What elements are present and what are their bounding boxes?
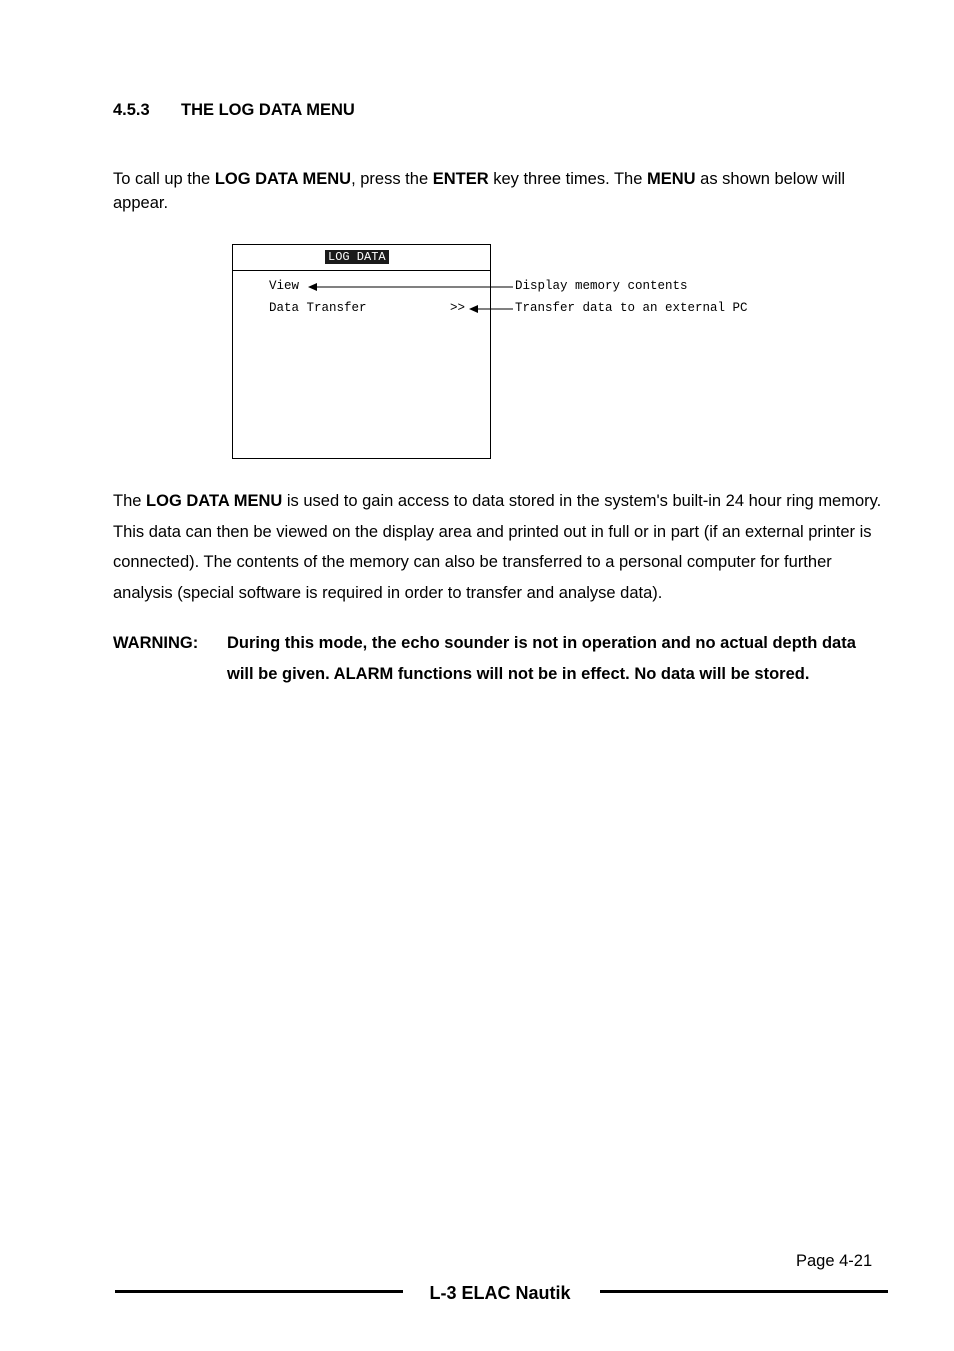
section-title: THE LOG DATA MENU bbox=[181, 101, 355, 119]
callout-arrows bbox=[0, 0, 954, 400]
intro-text: as shown below will appear. bbox=[113, 170, 846, 212]
menu-item-data-transfer: Data Transfer bbox=[269, 301, 367, 315]
description-paragraph bbox=[113, 486, 883, 609]
intro-bold-menu: MENU bbox=[646, 170, 696, 188]
callout-arrow-view bbox=[308, 283, 513, 291]
menu-item-view: View bbox=[269, 279, 300, 293]
body-bold-menu-name: LOG DATA MENU bbox=[146, 492, 283, 510]
intro-text: To call up the bbox=[113, 170, 215, 188]
intro-text: , press the bbox=[351, 170, 433, 188]
submenu-indicator: >> bbox=[450, 301, 466, 315]
intro-bold-enter: ENTER bbox=[432, 170, 489, 188]
section-number: 4.5.3 bbox=[113, 101, 150, 119]
callout-arrow-data-transfer bbox=[469, 305, 513, 313]
callout-data-transfer: Transfer data to an external PC bbox=[515, 301, 748, 315]
footer-rule-right bbox=[600, 1290, 888, 1293]
intro-text: key three times. The bbox=[488, 170, 647, 188]
footer-company: L-3 ELAC Nautik bbox=[429, 1283, 571, 1303]
callout-view: Display memory contents bbox=[515, 279, 688, 293]
warning-label: WARNING: bbox=[113, 634, 199, 652]
warning-text: During this mode, the echo sounder is not in operation and no actual depth data will be given. ALARM functions will not be in effect. No data will be stored. bbox=[227, 634, 856, 683]
intro-bold-menu-name: LOG DATA MENU bbox=[214, 170, 352, 188]
menu-title: LOG DATA bbox=[325, 250, 389, 264]
page-number: Page 4-21 bbox=[796, 1252, 873, 1270]
body-text: The bbox=[113, 492, 147, 510]
footer-rule-left bbox=[115, 1290, 403, 1293]
body-text: is used to gain access to data stored in the system's built-in 24 hour ring memory. This data can then be viewed on the display area and printed out in full or in part (if an external printer is connected). The contents of the memory can also be transferred to a personal computer for further analysis (special software is required in order to transfer and analyse data). bbox=[113, 492, 882, 603]
